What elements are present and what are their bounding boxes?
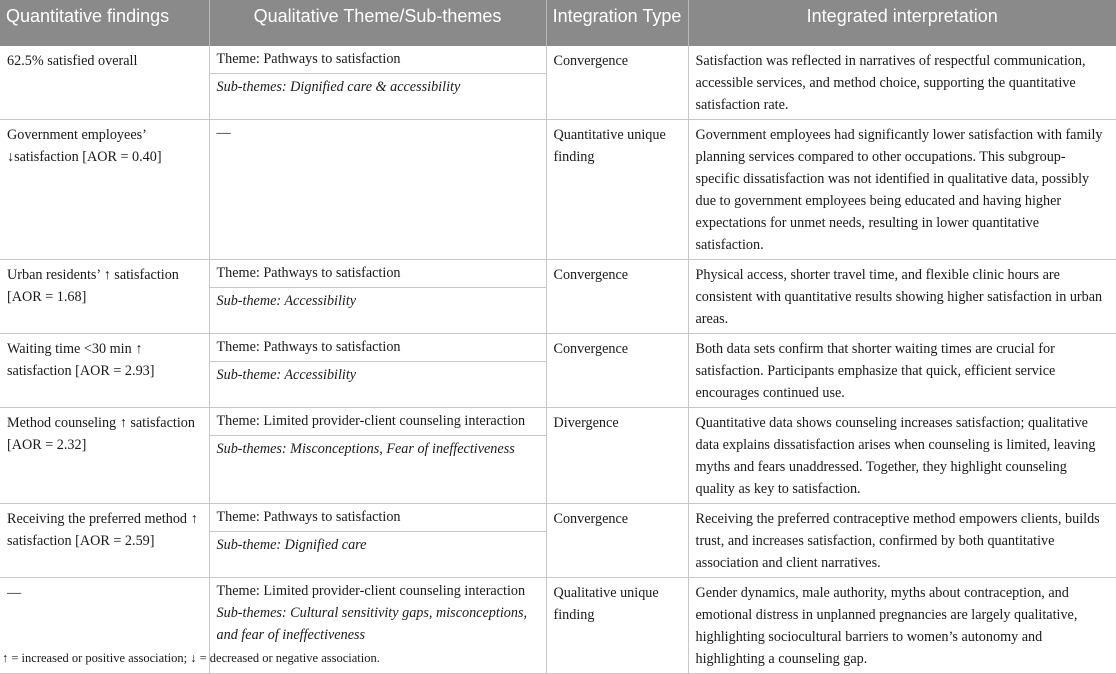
interpretation-cell: Satisfaction was reflected in narratives of respectful communication, accessible services, and method choice, supporting the quantitative satisfaction rate. xyxy=(688,46,1116,120)
integration-type-cell: Convergence xyxy=(546,260,688,334)
interpretation-cell: Quantitative data shows counseling increases satisfaction; qualitative data explains dissatisfaction arises when counseling is limited, leaving myths and fears unaddressed. Together, they highlight counseling quality as key to satisfaction. xyxy=(688,408,1116,504)
header-integrated-interpretation: Integrated interpretation xyxy=(688,0,1116,46)
table-row xyxy=(0,334,1116,408)
quant-cell: Urban residents’ ↑ satisfaction [AOR = 1.68] xyxy=(0,260,209,334)
integration-type-cell: Quantitative unique finding xyxy=(546,120,688,260)
integration-type-cell: Convergence xyxy=(546,504,688,578)
header-qualitative-themes: Qualitative Theme/Sub-themes xyxy=(209,0,546,46)
subtheme-text: Sub-themes: Cultural sensitivity gaps, misconceptions, and fear of ineffectiveness xyxy=(216,605,528,643)
theme-text xyxy=(210,578,546,649)
qual-cell xyxy=(209,504,546,578)
quant-cell: 62.5% satisfied overall xyxy=(0,46,209,120)
quant-cell: Government employees’ ↓satisfaction [AOR = 0.40] xyxy=(0,120,209,260)
table-row xyxy=(0,260,1116,334)
interpretation-cell: Gender dynamics, male authority, myths about contraception, and emotional distress in unplanned pregnancies are largely qualitative, highlighting sociocultural barriers to women’s autonomy and highlighting a counseling gap. xyxy=(688,578,1116,674)
theme-text: Theme: Pathways to satisfaction xyxy=(216,51,401,67)
table-row xyxy=(0,120,1116,260)
qual-cell xyxy=(209,408,546,504)
interpretation-cell: Both data sets confirm that shorter waiting times are crucial for satisfaction. Participants emphasize that quick, efficient service encourages continued use. xyxy=(688,334,1116,408)
subtheme-text: Sub-themes: Misconceptions, Fear of ineffectiveness xyxy=(210,435,546,463)
qual-cell xyxy=(209,46,546,120)
integration-type-cell: Divergence xyxy=(546,408,688,504)
integration-type-cell: Qualitative unique finding xyxy=(546,578,688,674)
qual-cell xyxy=(209,260,546,334)
integration-type-cell: Convergence xyxy=(546,334,688,408)
header-integration-type: Integration Type xyxy=(546,0,688,46)
qual-cell xyxy=(209,334,546,408)
subtheme-text: Sub-themes: Dignified care & accessibility xyxy=(210,73,546,101)
quant-cell: Receiving the preferred method ↑ satisfaction [AOR = 2.59] xyxy=(0,504,209,578)
subtheme-text: Sub-theme: Accessibility xyxy=(210,361,546,389)
quant-cell: Waiting time <30 min ↑ satisfaction [AOR = 2.93] xyxy=(0,334,209,408)
table-row xyxy=(0,504,1116,578)
table-footnote: ↑ = increased or positive association; ↓ = decreased or negative association. xyxy=(2,651,380,665)
interpretation-cell: Physical access, shorter travel time, and flexible clinic hours are consistent with quantitative results showing higher satisfaction in urban areas. xyxy=(688,260,1116,334)
theme-text: Theme: Limited provider-client counseling interaction xyxy=(216,413,526,429)
subtheme-text: Sub-theme: Dignified care xyxy=(210,531,546,559)
theme-text: — xyxy=(216,125,231,141)
theme-text: Theme: Pathways to satisfaction xyxy=(216,339,401,355)
table-row xyxy=(0,408,1116,504)
header-row xyxy=(0,0,1116,46)
quant-cell: Method counseling ↑ satisfaction [AOR = 2.32] xyxy=(0,408,209,504)
theme-label: Theme: Limited provider-client counseling interaction xyxy=(216,583,526,599)
quant-cell: — xyxy=(0,578,209,674)
interpretation-cell: Government employees had significantly lower satisfaction with family planning services compared to other occupations. This subgroup-specific dissatisfaction was not identified in qualitative data, possibly due to government employees being educated and having higher expectations for unmet needs, resulting in lower quantitative satisfaction. xyxy=(688,120,1116,260)
header-quantitative-findings: Quantitative findings xyxy=(0,0,209,46)
subtheme-text: Sub-theme: Accessibility xyxy=(210,287,546,315)
integration-type-cell: Convergence xyxy=(546,46,688,120)
theme-text: Theme: Pathways to satisfaction xyxy=(216,265,401,281)
table-row xyxy=(0,46,1116,120)
qual-cell xyxy=(209,120,546,260)
interpretation-cell: Receiving the preferred contraceptive method empowers clients, builds trust, and increases satisfaction, confirmed by both quantitative association and client narratives. xyxy=(688,504,1116,578)
theme-text: Theme: Pathways to satisfaction xyxy=(216,509,401,525)
